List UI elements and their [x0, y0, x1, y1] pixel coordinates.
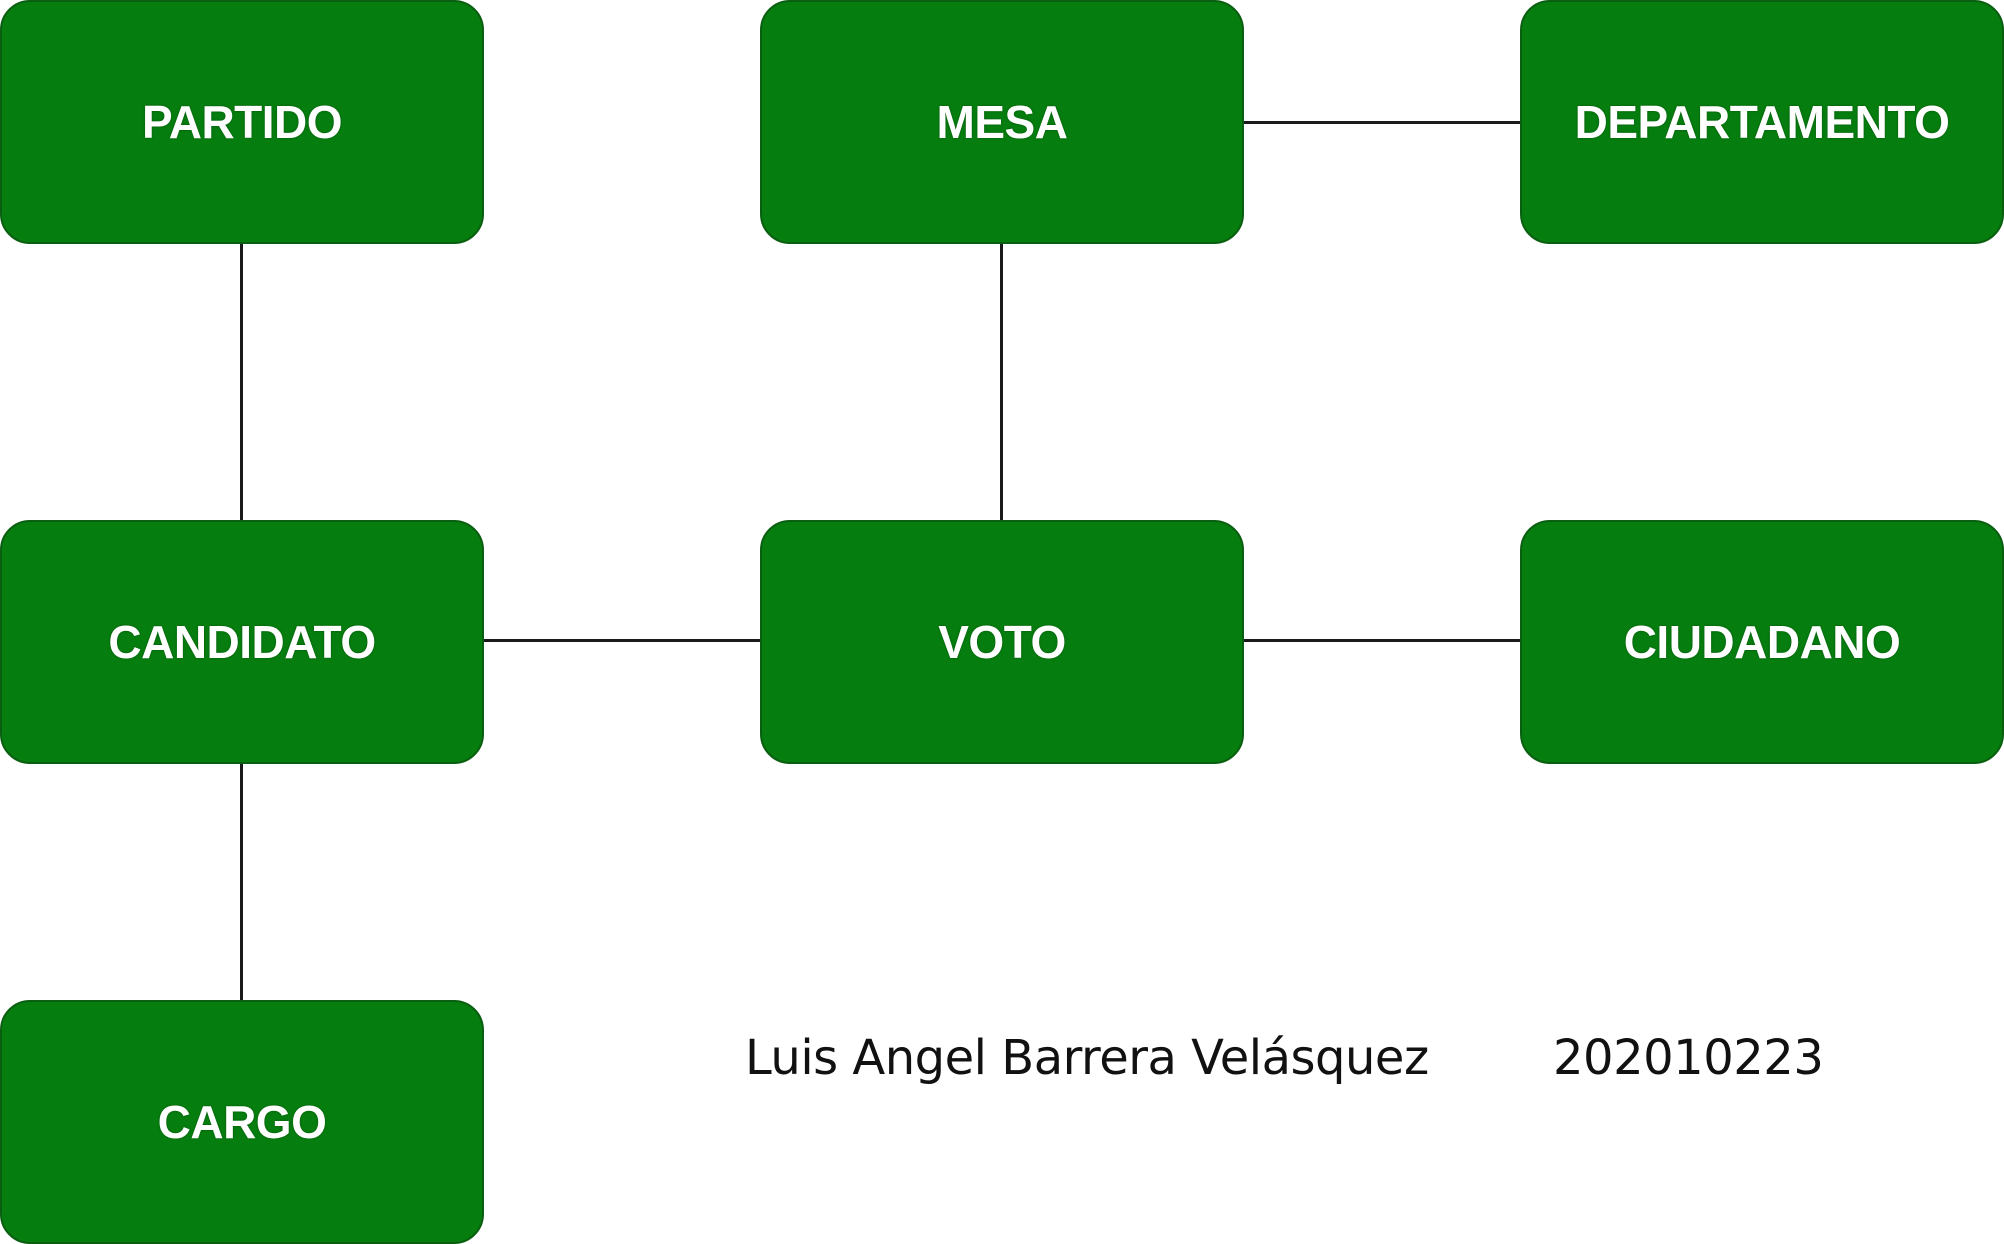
connector-voto-ciudadano — [1242, 639, 1522, 642]
connector-partido-candidato — [240, 240, 243, 522]
connector-candidato-cargo — [240, 762, 243, 1002]
entity-candidato[interactable] — [0, 520, 484, 764]
connector-candidato-voto — [482, 639, 762, 642]
entity-ciudadano[interactable] — [1520, 520, 2004, 764]
entity-departamento-label: DEPARTAMENTO — [1574, 96, 1950, 148]
student-id: 202010223 — [1553, 1030, 1824, 1086]
connector-mesa-departamento — [1242, 121, 1522, 124]
entity-departamento[interactable] — [1520, 0, 2004, 244]
connector-mesa-voto — [1000, 240, 1003, 522]
entity-mesa-label: MESA — [936, 96, 1068, 148]
author-name: Luis Angel Barrera Velásquez — [745, 1030, 1429, 1086]
entity-candidato-label: CANDIDATO — [108, 616, 376, 668]
entity-partido-label: PARTIDO — [141, 96, 343, 148]
entity-voto-label: VOTO — [938, 616, 1066, 668]
entity-cargo-label: CARGO — [157, 1096, 327, 1148]
entity-mesa[interactable] — [760, 0, 1244, 244]
entity-cargo[interactable] — [0, 1000, 484, 1244]
entity-ciudadano-label: CIUDADANO — [1623, 616, 1901, 668]
entity-partido[interactable] — [0, 0, 484, 244]
entity-voto[interactable] — [760, 520, 1244, 764]
